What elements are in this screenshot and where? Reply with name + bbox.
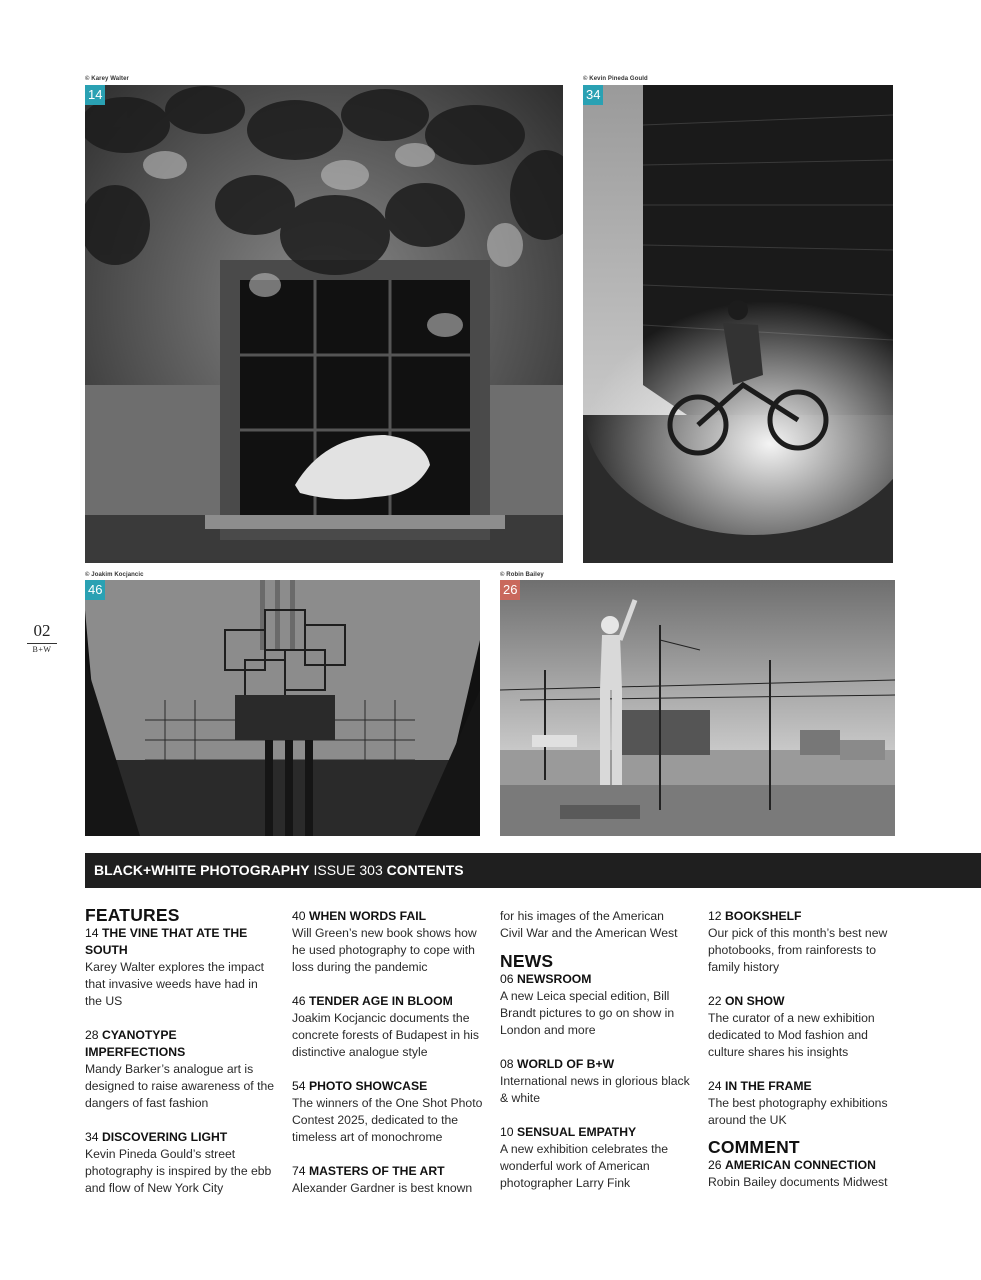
contents-entry[interactable] xyxy=(500,1124,690,1192)
entry-description: Robin Bailey documents Midwest xyxy=(708,1175,888,1189)
entry-title: TENDER AGE IN BLOOM xyxy=(308,994,453,1008)
banner-magazine-title: BLACK+WHITE PHOTOGRAPHY xyxy=(94,862,310,878)
entry-description: Alexander Gardner is best known xyxy=(292,1181,473,1195)
entry-page: 10 xyxy=(500,1125,514,1139)
banner-contents: CONTENTS xyxy=(386,862,464,878)
contents-entry[interactable] xyxy=(85,925,275,1010)
contents-entry[interactable] xyxy=(85,1027,275,1112)
section-heading-comment: COMMENT xyxy=(708,1137,800,1157)
entry-title: THE VINE THAT ATE THE SOUTH xyxy=(85,926,248,957)
entry-title: CYANOTYPE IMPERFECTIONS xyxy=(85,1028,186,1059)
photo-credit-vine: © Karey Walter xyxy=(85,76,129,82)
entry-page: 12 xyxy=(708,909,722,923)
entry-description: International news in glorious black & white xyxy=(500,1074,690,1105)
entry-page: 54 xyxy=(292,1079,306,1093)
photo-steam-cyclist[interactable] xyxy=(583,85,893,563)
photo-vine-window[interactable] xyxy=(85,85,563,563)
entry-page: 26 xyxy=(708,1158,722,1172)
contents-entry[interactable] xyxy=(500,1056,690,1107)
american-statue-illustration xyxy=(500,580,895,836)
entry-page: 46 xyxy=(292,994,306,1008)
entry-title: ON SHOW xyxy=(724,994,785,1008)
entry-title: DISCOVERING LIGHT xyxy=(101,1130,228,1144)
page-badge-concrete: 46 xyxy=(85,580,105,600)
contents-entry[interactable] xyxy=(292,1163,484,1197)
entry-page: 24 xyxy=(708,1079,722,1093)
photo-concrete-forest[interactable] xyxy=(85,580,480,836)
entry-page: 22 xyxy=(708,994,722,1008)
page-number: 02 xyxy=(27,622,57,644)
entry-title: PHOTO SHOWCASE xyxy=(308,1079,428,1093)
entry-description: Karey Walter explores the impact that invasive weeds have had in the US xyxy=(85,960,265,1008)
contents-entry[interactable] xyxy=(292,1078,484,1146)
contents-entry[interactable] xyxy=(500,971,690,1039)
contents-column-1 xyxy=(85,905,275,1214)
entry-description: The winners of the One Shot Photo Contest 2025, dedicated to the timeless art of monochrome xyxy=(292,1096,483,1144)
entry-description: Our pick of this month’s best new photobooks, from rainforests to family history xyxy=(708,926,888,974)
magazine-mark: B+W xyxy=(32,645,52,654)
entry-title: WHEN WORDS FAIL xyxy=(308,909,427,923)
entry-title: SENSUAL EMPATHY xyxy=(516,1125,637,1139)
contents-entry[interactable] xyxy=(708,908,900,976)
contents-column-4 xyxy=(708,908,900,1208)
photo-credit-steam: © Kevin Pineda Gould xyxy=(583,76,648,82)
entry-page: 08 xyxy=(500,1057,514,1071)
entry-description: A new exhibition celebrates the wonderful work of American photographer Larry Fink xyxy=(500,1142,669,1190)
entry-title: WORLD OF B+W xyxy=(516,1057,615,1071)
entry-description: Mandy Barker’s analogue art is designed to raise awareness of the dangers of fast fashion xyxy=(85,1062,275,1110)
concrete-forest-illustration xyxy=(85,580,480,836)
entry-page: 06 xyxy=(500,972,514,986)
contents-entry[interactable] xyxy=(708,1157,900,1191)
entry-title: IN THE FRAME xyxy=(724,1079,812,1093)
entry-page: 14 xyxy=(85,926,99,940)
contents-entry[interactable] xyxy=(708,993,900,1061)
entry-description: The best photography exhibitions around the UK xyxy=(708,1096,888,1127)
contents-entry[interactable] xyxy=(85,1129,275,1197)
contents-column-3 xyxy=(500,908,690,1209)
entry-page: 40 xyxy=(292,909,306,923)
contents-column-2 xyxy=(292,908,484,1214)
entry-title: AMERICAN CONNECTION xyxy=(724,1158,876,1172)
photo-american-statue[interactable] xyxy=(500,580,895,836)
entry-page: 34 xyxy=(85,1130,99,1144)
entry-page: 74 xyxy=(292,1164,306,1178)
entry-description: A new Leica special edition, Bill Brandt pictures to go on show in London and more xyxy=(500,989,675,1037)
photo-credit-concrete: © Joakim Kocjancic xyxy=(85,572,144,578)
entry-title: NEWSROOM xyxy=(516,972,592,986)
entry-description: The curator of a new exhibition dedicated to Mod fashion and culture shares his insights xyxy=(708,1011,875,1059)
vine-window-illustration xyxy=(85,85,563,563)
entry-page: 28 xyxy=(85,1028,99,1042)
entry-title: BOOKSHELF xyxy=(724,909,802,923)
section-heading-features: FEATURES xyxy=(85,905,180,925)
contents-entry[interactable] xyxy=(292,908,484,976)
page-badge-statue: 26 xyxy=(500,580,520,600)
entry-title: MASTERS OF THE ART xyxy=(308,1164,445,1178)
entry-continuation: for his images of the American Civil War and the American West xyxy=(500,909,678,940)
entry-description: Joakim Kocjancic documents the concrete forests of Budapest in his distinctive analogue style xyxy=(292,1011,479,1059)
contents-entry[interactable] xyxy=(292,993,484,1061)
entry-description: Kevin Pineda Gould’s street photography is inspired by the ebb and flow of New York City xyxy=(85,1147,272,1195)
banner-issue: ISSUE 303 xyxy=(313,862,383,878)
page-badge-vine: 14 xyxy=(85,85,105,105)
photo-credit-statue: © Robin Bailey xyxy=(500,572,544,578)
contents-entry[interactable] xyxy=(708,1078,900,1129)
steam-cyclist-illustration xyxy=(583,85,893,563)
page-badge-steam: 34 xyxy=(583,85,603,105)
contents-banner xyxy=(85,853,981,888)
entry-description: Will Green’s new book shows how he used photography to cope with loss during the pandemic xyxy=(292,926,477,974)
section-heading-news: NEWS xyxy=(500,951,554,971)
page-folio xyxy=(27,622,57,656)
